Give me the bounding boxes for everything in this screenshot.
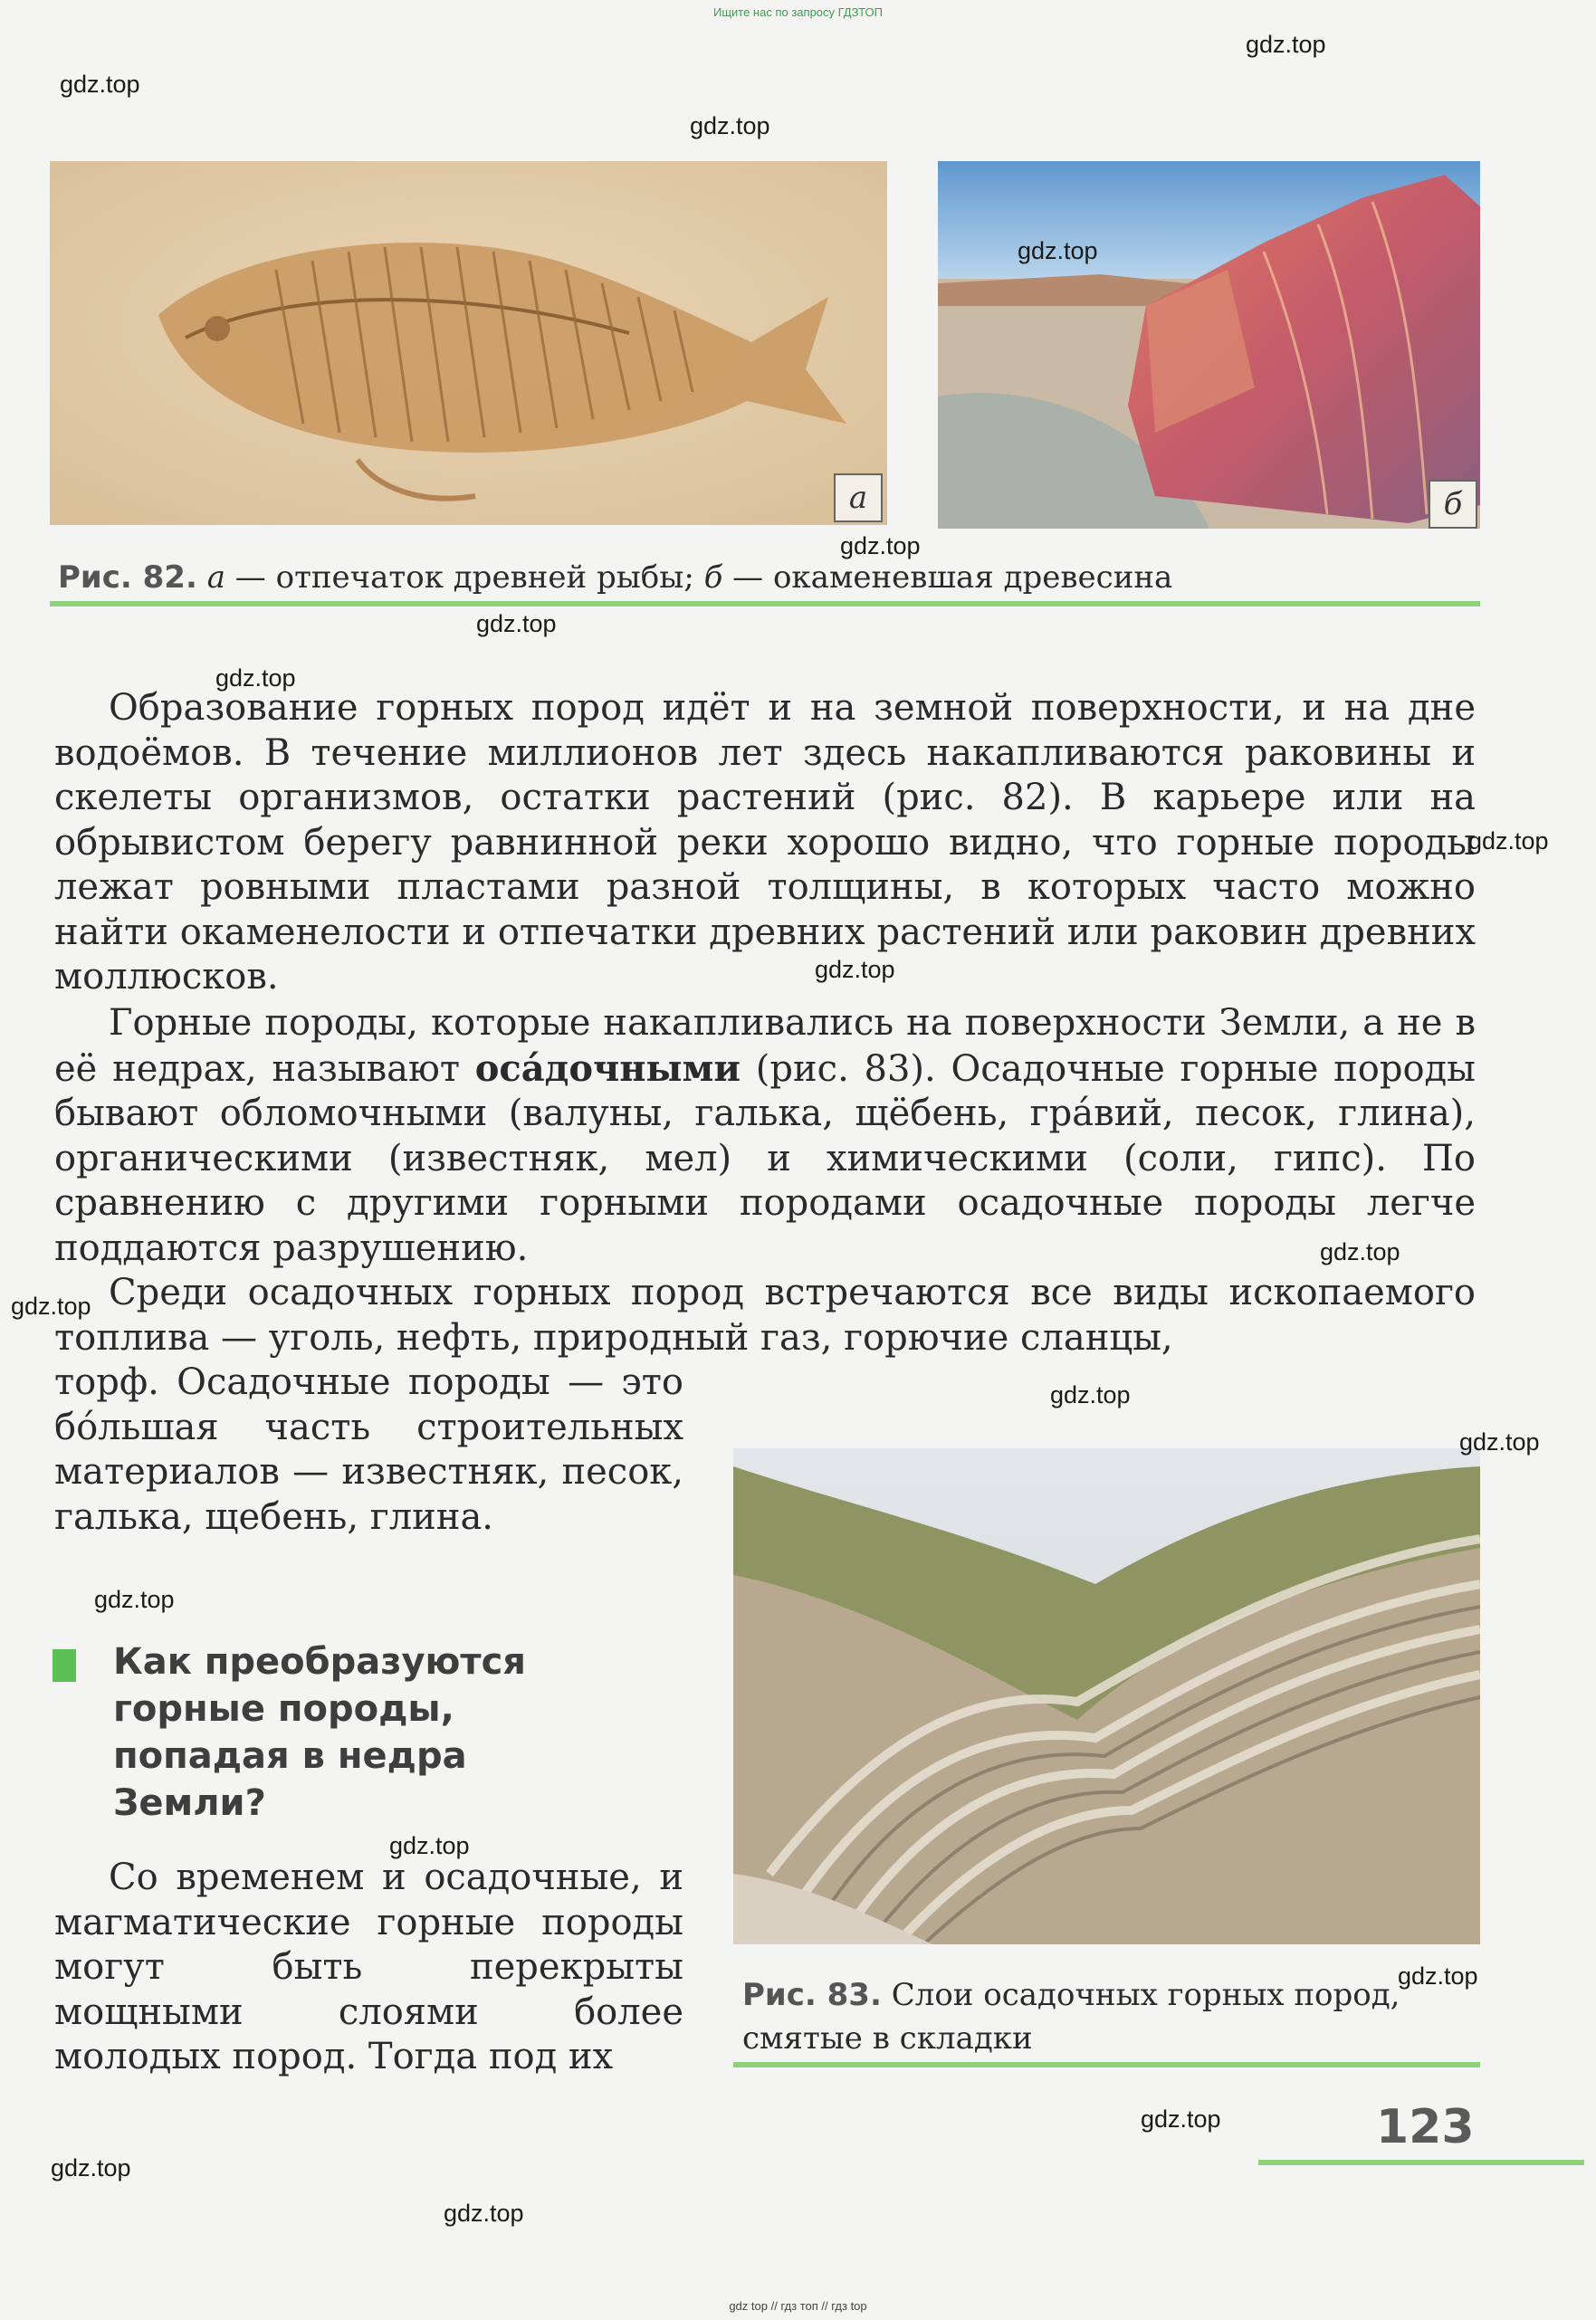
petrified-wood-photo <box>938 161 1480 529</box>
figure-83-caption <box>742 1973 1412 2060</box>
bottom-note: gdz top // гдз топ // гдз top <box>729 2299 867 2313</box>
term-sedimentary: оса́дочными <box>474 1046 741 1090</box>
watermark: gdz.top <box>1018 237 1098 264</box>
paragraph-metamorphism: Со временем и осадочные, и магматические горные породы могут быть перекрыты мощными слоями более молодых пород. Тогда под их <box>54 1857 683 2077</box>
section-heading: Как преобразуются горные породы, попадая в недра Земли? <box>113 1641 526 1824</box>
figure-82-label: Рис. 82. <box>58 559 197 596</box>
watermark: gdz.top <box>1459 1428 1540 1456</box>
watermark: gdz.top <box>1050 1381 1131 1408</box>
watermark: gdz.top <box>215 664 296 692</box>
fossil-fish-photo <box>50 161 887 525</box>
paragraph-fossil-fuels: Среди осадочных горных пород встречаются все виды ископаемого топлива — уголь, нефть, природный газ, горючие сланцы, <box>54 1272 1476 1359</box>
page-number-underline <box>1258 2160 1584 2165</box>
watermark: gdz.top <box>444 2200 524 2227</box>
fossil-fish-image <box>50 161 887 525</box>
heading-marker <box>53 1649 76 1682</box>
page-number: 123 <box>1376 2100 1475 2154</box>
watermark: gdz.top <box>840 532 921 559</box>
caption-a-text: — отпечаток древней рыбы; <box>225 559 704 596</box>
watermark: gdz.top <box>51 2154 131 2182</box>
figure-83-label: Рис. 83. <box>742 1977 882 2013</box>
watermark: gdz.top <box>476 610 557 637</box>
figure-83-text: Слои осадочных горных пород, смятые в складки <box>742 1977 1400 2057</box>
paragraph-sedimentation: Образование горных пород идёт и на земной поверхности, и на дне водоёмов. В течение миллионов лет здесь накапливаются раковины и скелеты организмов, остатки растений (рис. 82). В карьере или на обрывистом берегу равнинной реки хорошо видно, что горные породы лежат ровными пластами разной толщины, в которых часто можно найти окаменелости и отпечатки древних растений или раковин древних моллюсков. <box>54 687 1476 998</box>
folded-rock-layers-photo <box>733 1448 1480 1944</box>
paragraph-building-materials: торф. Осадочные породы — это бо́льшая часть строительных материалов — известняк, песок, галька, щебень, глина. <box>54 1361 683 1538</box>
caption-b-letter: б <box>703 559 723 596</box>
figure-82-underline <box>50 601 1480 606</box>
watermark: gdz.top <box>815 956 895 983</box>
watermark: gdz.top <box>11 1293 91 1320</box>
petrified-wood-image <box>938 161 1480 529</box>
watermark: gdz.top <box>1468 827 1549 854</box>
watermark: gdz.top <box>1141 2105 1221 2133</box>
top-search-note: Ищите нас по запросу ГДЗТОП <box>712 5 883 19</box>
watermark: gdz.top <box>60 71 140 98</box>
watermark: gdz.top <box>389 1832 470 1859</box>
folded-layers-image <box>733 1448 1480 1944</box>
watermark: gdz.top <box>94 1586 175 1613</box>
caption-a-letter: а <box>206 559 225 596</box>
watermark: gdz.top <box>1246 31 1326 58</box>
paragraph-sedimentary-rocks: Горные породы, которые накапливались на поверхности Земли, а не в её недрах, называют оса́дочными (рис. 83). Осадочные горные породы бывают обломочными (валуны, галька, щёбень, гра́вий, песок, глина), органическими (известняк, мел) и химическими (соли, гипс). По сравнению с другими горными породами осадочные породы легче поддаются разрушению. <box>54 1002 1476 1269</box>
watermark: gdz.top <box>1320 1238 1400 1265</box>
figure-82a-badge: а <box>834 473 883 522</box>
watermark: gdz.top <box>1398 1962 1478 1990</box>
figure-82b-badge: б <box>1429 480 1477 529</box>
watermark: gdz.top <box>690 112 770 139</box>
figure-82-caption <box>58 556 1470 599</box>
caption-b-text: — окаменевшая древесина <box>722 559 1173 596</box>
figure-83-underline <box>733 2062 1480 2067</box>
